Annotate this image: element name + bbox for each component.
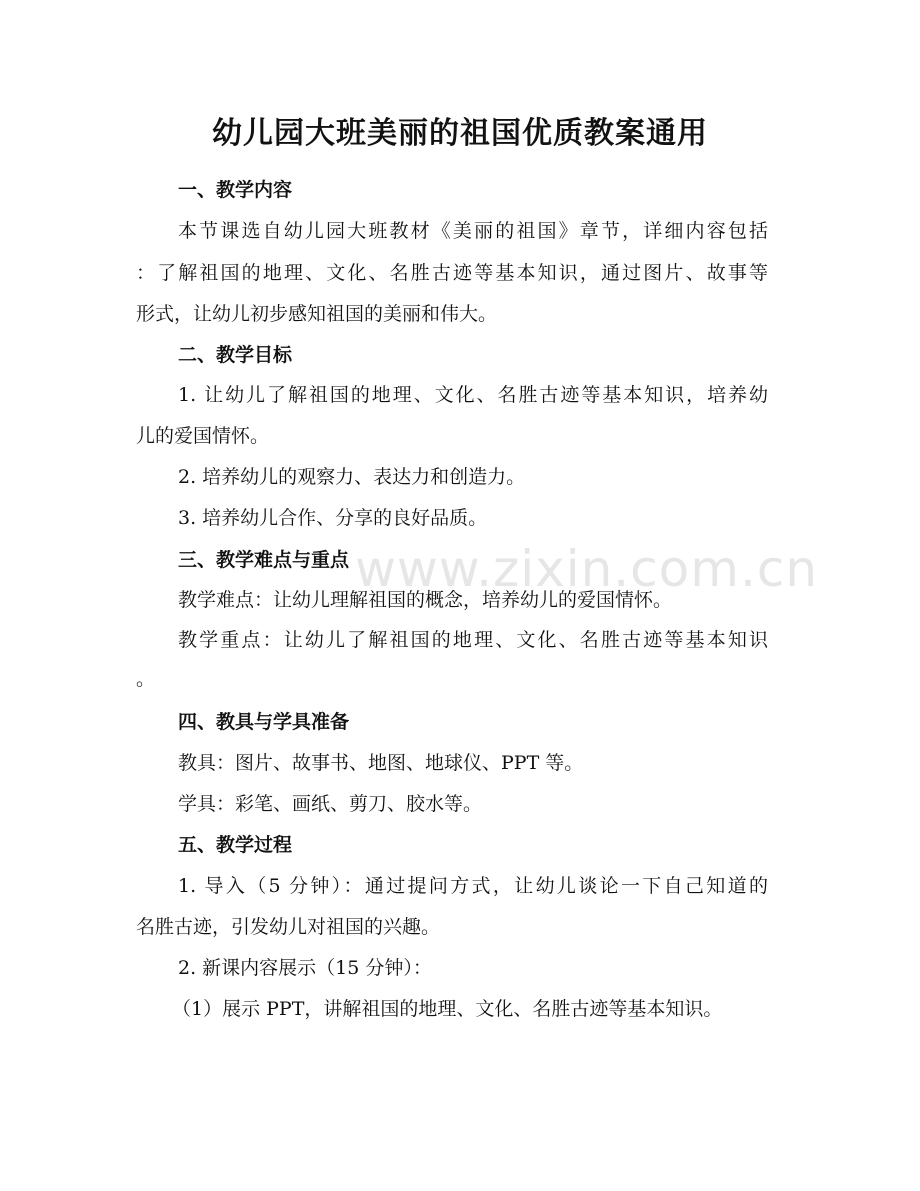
paragraph-line: 3. 培养幼儿合作、分享的良好品质。 (178, 507, 488, 529)
paragraph-line: 2. 培养幼儿的观察力、表达力和创造力。 (178, 466, 526, 488)
document-title: 幼儿园大班美丽的祖国优质教案通用 (212, 116, 708, 151)
paragraph-line: 教学重点：让幼儿了解祖国的地理、文化、名胜古迹等基本知识 (178, 629, 768, 651)
paragraph-line: （1）展示 PPT，讲解祖国的地理、文化、名胜古迹等基本知识。 (172, 998, 723, 1020)
paragraph-line: 形式，让幼儿初步感知祖国的美丽和伟大。 (136, 303, 498, 325)
paragraph-line: ：了解祖国的地理、文化、名胜古迹等基本知识，通过图片、故事等 (136, 262, 768, 284)
section-heading-process: 五、教学过程 (178, 834, 293, 856)
section-heading-content: 一、教学内容 (178, 179, 293, 201)
paragraph-line: 2. 新课内容展示（15 分钟）： (178, 957, 432, 979)
paragraph-line: 1. 导入（5 分钟）：通过提问方式，让幼儿谈论一下自己知道的 (178, 875, 768, 897)
paragraph-line: 名胜古迹，引发幼儿对祖国的兴趣。 (136, 916, 441, 938)
section-heading-key-points: 三、教学难点与重点 (178, 549, 350, 571)
section-heading-objectives: 二、教学目标 (178, 344, 293, 366)
paragraph-line: 学具：彩笔、画纸、剪刀、胶水等。 (178, 793, 483, 815)
paragraph-line: 。 (136, 668, 156, 690)
paragraph-line: 1. 让幼儿了解祖国的地理、文化、名胜古迹等基本知识，培养幼 (178, 384, 768, 406)
watermark: www.zixin.com.cn (355, 540, 819, 598)
paragraph-line: 儿的爱国情怀。 (136, 425, 270, 447)
paragraph-line: 教学难点：让幼儿理解祖国的概念，培养幼儿的爱国情怀。 (178, 589, 673, 611)
paragraph-line: 教具：图片、故事书、地图、地球仪、PPT 等。 (178, 752, 584, 774)
paragraph-line: 本节课选自幼儿园大班教材《美丽的祖国》章节，详细内容包括 (178, 220, 768, 242)
section-heading-materials: 四、教具与学具准备 (178, 711, 350, 733)
